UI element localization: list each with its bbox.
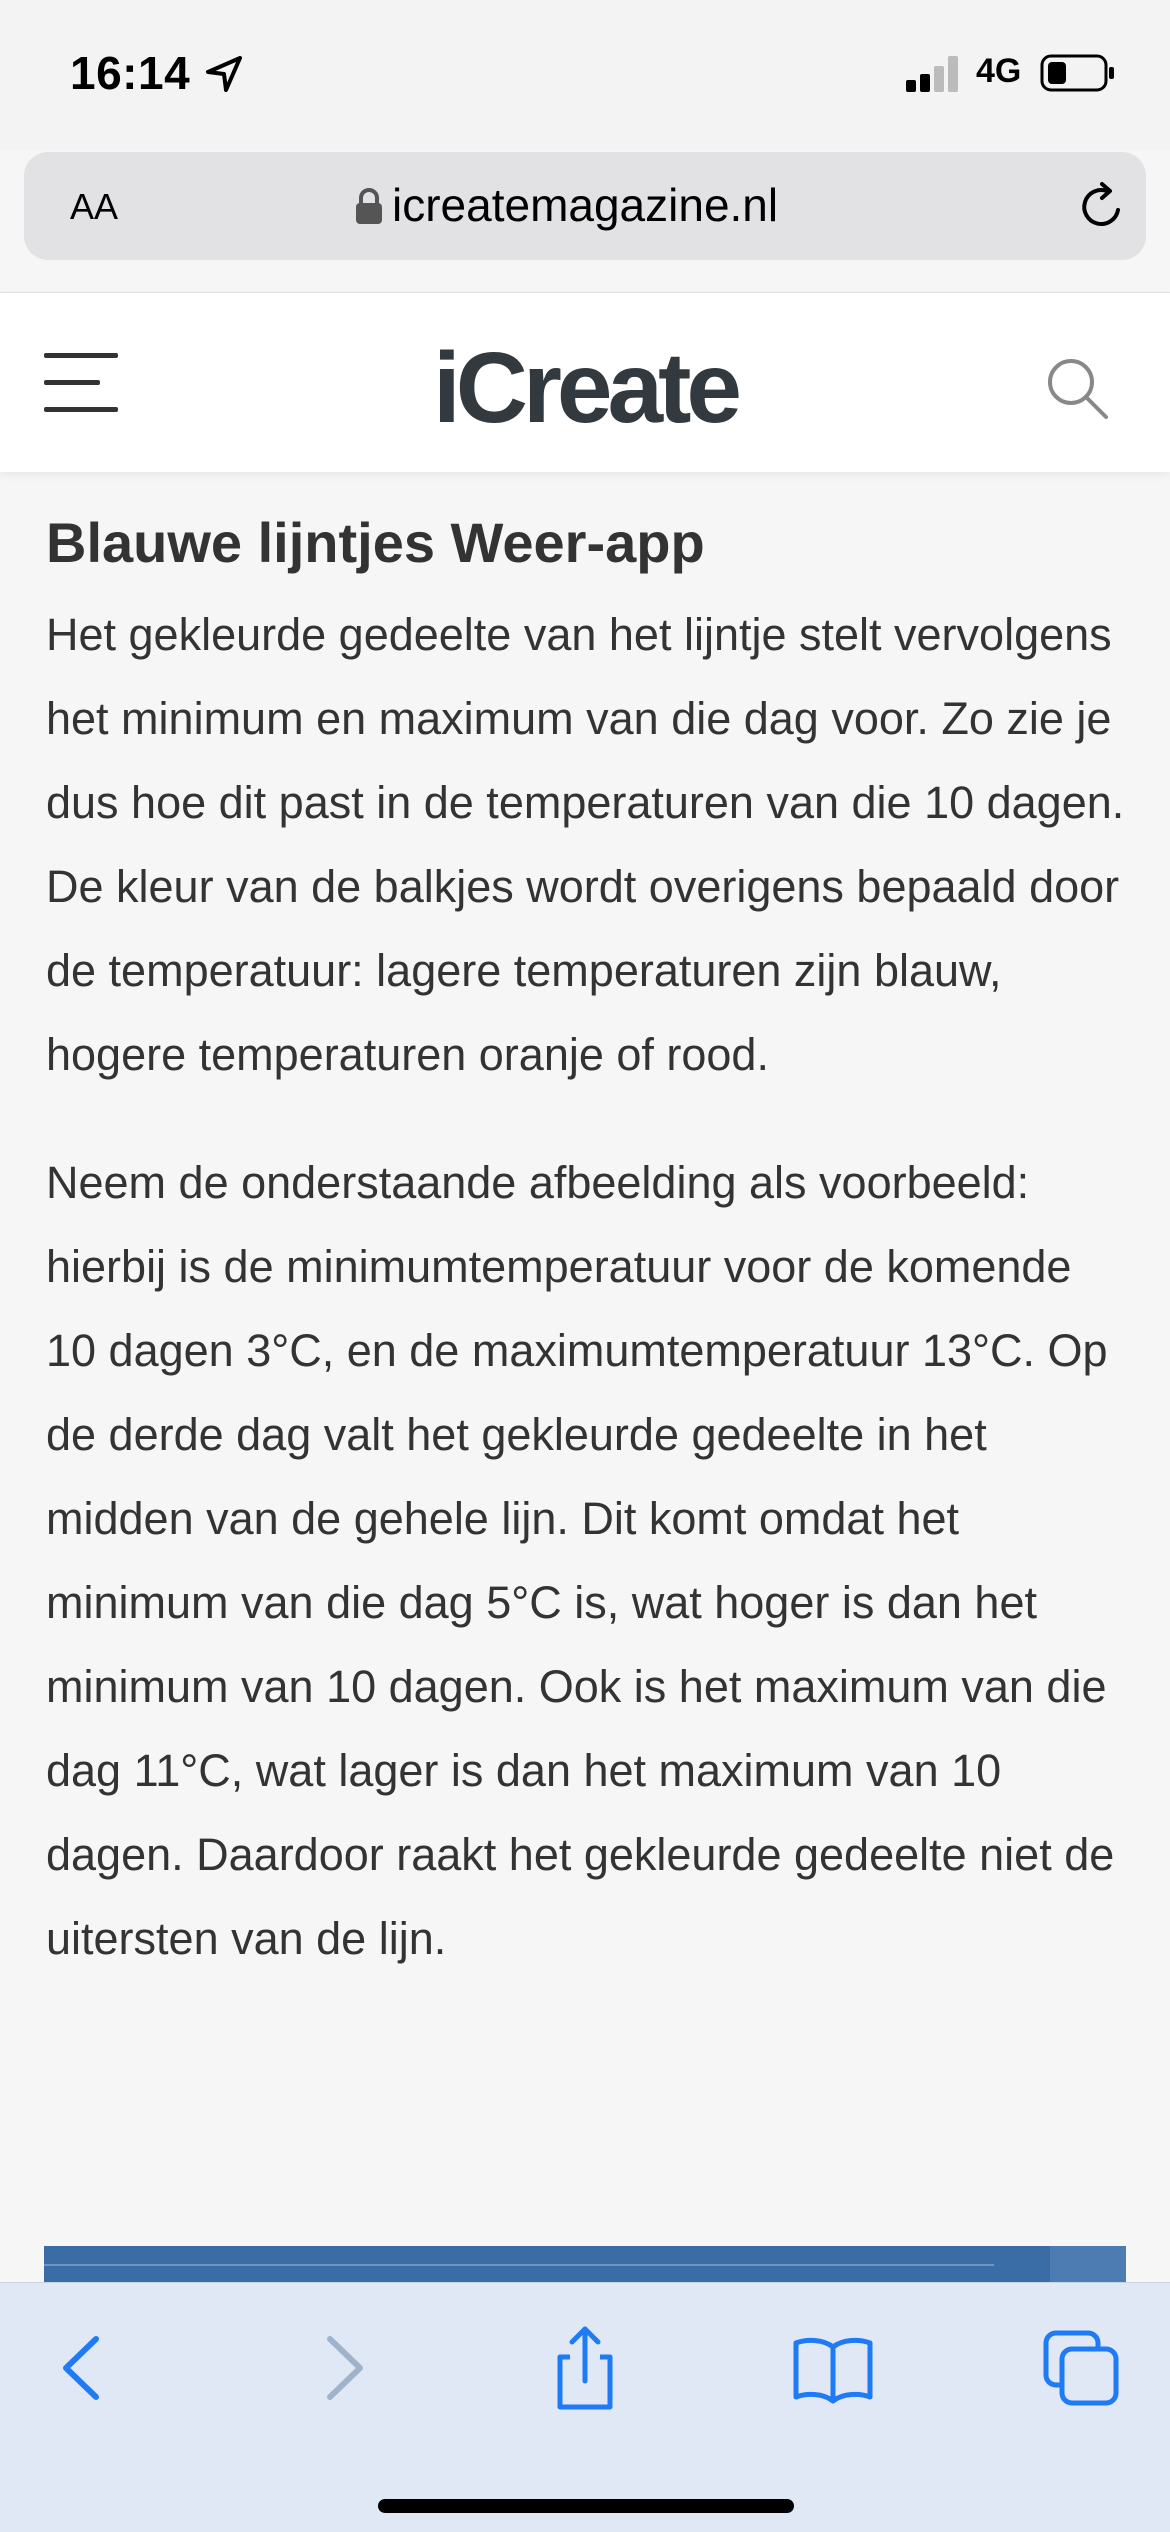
url-field[interactable]: icreatemagazine.nl	[392, 179, 779, 231]
site-header	[0, 292, 1170, 472]
status-time: 16:14	[70, 47, 191, 99]
share-icon[interactable]	[540, 2323, 630, 2413]
tabs-icon[interactable]	[1036, 2323, 1126, 2413]
article-paragraph: Het gekleurde gedeelte van het lijntje stelt vervolgens het minimum en maximum van die dag voor. Zo zie je dus hoe dit past in de temperaturen van die 10 dagen. De kleur van de balkjes wordt overigens bepaald door de temperatuur: lagere temperaturen zijn blauw, hogere temperaturen oranje of rood.	[46, 609, 1125, 1080]
reload-icon[interactable]	[1074, 180, 1128, 234]
address-bar[interactable]	[24, 152, 1146, 260]
cellular-signal-icon	[906, 56, 962, 92]
article-heading: Blauwe lijntjes Weer-app	[46, 511, 705, 574]
site-logo[interactable]: iCreate	[432, 332, 738, 444]
home-indicator	[378, 2499, 794, 2513]
search-icon[interactable]	[1044, 355, 1110, 421]
bookmarks-icon[interactable]	[788, 2323, 878, 2413]
text-size-button[interactable]: AA	[70, 186, 119, 227]
battery-icon	[1040, 54, 1116, 92]
article-paragraph: Neem de onderstaande afbeelding als voorbeeld: hierbij is de minimumtemperatuur voor de komende 10 dagen 3°C, en de maximumtemperatuur 13°C. Op de derde dag valt het gekleurde gedeelte in het midden van de gehele lijn. Dit komt omdat het minimum van die dag 5°C is, wat hoger is dan het minimum van 10 dagen. Ook is het maximum van die dag 11°C, wat lager is dan het maximum van 10 dagen. Daardoor raakt het gekleurde gedeelte niet de uitersten van de lijn.	[46, 1157, 1115, 1964]
network-type: 4G	[976, 52, 1022, 90]
back-icon[interactable]	[40, 2323, 130, 2413]
forward-icon[interactable]	[296, 2323, 386, 2413]
article	[46, 505, 1126, 1981]
lock-icon	[354, 186, 384, 226]
status-bar	[0, 0, 1170, 150]
location-arrow-icon	[204, 54, 244, 94]
browser-toolbar	[0, 2282, 1170, 2532]
article-image	[44, 2246, 1126, 2286]
